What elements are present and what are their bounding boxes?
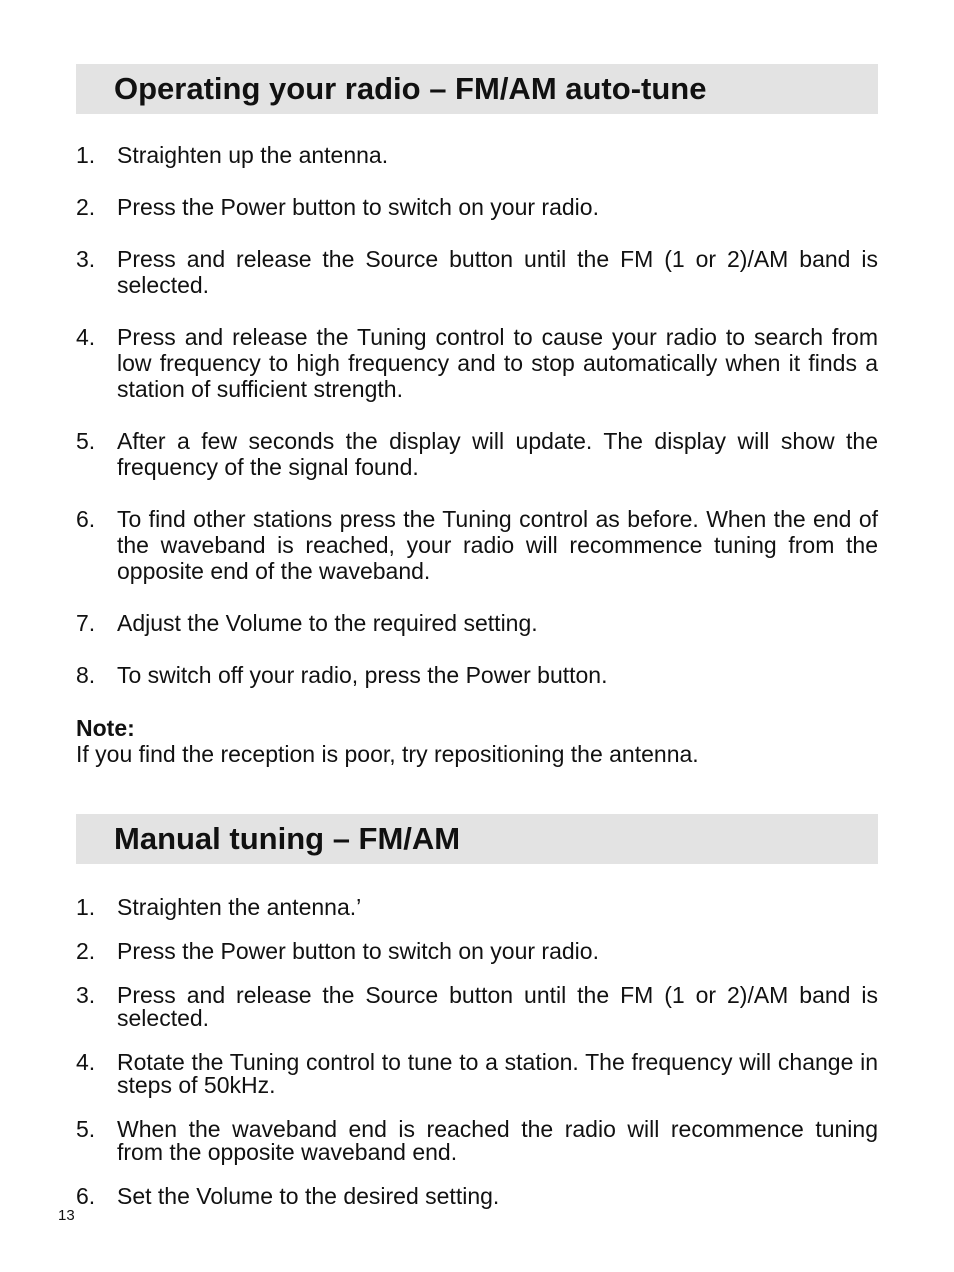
item-text: Rotate the Tuning control to tune to a station. The frequency will change in steps of 50kHz. (117, 1049, 878, 1098)
note-text: If you find the reception is poor, try repositioning the antenna. (76, 741, 699, 767)
note-title: Note: (76, 715, 135, 741)
section-heading-auto-tune (76, 64, 878, 114)
list-item (76, 246, 878, 298)
item-number: 8. (76, 662, 96, 688)
section-title: Manual tuning – FM/AM (114, 821, 461, 856)
list-item (76, 940, 878, 963)
item-number: 2. (76, 938, 96, 964)
item-text: Press the Power button to switch on your radio. (117, 938, 599, 964)
auto-tune-steps (76, 142, 878, 714)
list-item (76, 1185, 878, 1208)
item-number: 1. (76, 142, 96, 168)
item-number: 6. (76, 506, 96, 532)
list-item (76, 324, 878, 402)
item-number: 7. (76, 610, 96, 636)
item-text: Press and release the Source button until the FM (1 or 2)/AM band is selected. (117, 246, 878, 298)
section-heading-manual-tuning (76, 814, 878, 864)
item-text: After a few seconds the display will update. The display will show the frequency of the signal found. (117, 428, 878, 480)
item-text: To switch off your radio, press the Power button. (117, 662, 608, 688)
item-text: Press and release the Source button until the FM (1 or 2)/AM band is selected. (117, 982, 878, 1031)
item-number: 5. (76, 428, 96, 454)
item-text: Press the Power button to switch on your radio. (117, 194, 599, 220)
list-item (76, 662, 878, 688)
item-number: 2. (76, 194, 96, 220)
note-block (76, 715, 878, 767)
item-number: 4. (76, 1049, 96, 1075)
list-item (76, 1118, 878, 1164)
item-number: 4. (76, 324, 96, 350)
list-item (76, 984, 878, 1030)
item-text: When the waveband end is reached the radio will recommence tuning from the opposite waveband end. (117, 1116, 878, 1165)
page-number: 13 (58, 1207, 75, 1224)
item-text: Press and release the Tuning control to cause your radio to search from low frequency to high frequency and to stop automatically when it finds a station of sufficient strength. (117, 324, 878, 402)
item-number: 3. (76, 982, 96, 1008)
list-item (76, 1051, 878, 1097)
section-title: Operating your radio – FM/AM auto-tune (114, 71, 707, 106)
item-text: Straighten the antenna.’ (117, 894, 362, 920)
manual-tuning-steps (76, 896, 878, 1229)
item-text: To find other stations press the Tuning control as before. When the end of the waveband is reached, your radio will recommence tuning from the opposite end of the waveband. (117, 506, 878, 584)
item-text: Set the Volume to the desired setting. (117, 1183, 500, 1209)
list-item (76, 506, 878, 584)
list-item (76, 428, 878, 480)
list-item (76, 896, 878, 919)
item-number: 3. (76, 246, 96, 272)
item-text: Straighten up the antenna. (117, 142, 389, 168)
list-item (76, 610, 878, 636)
item-number: 6. (76, 1183, 96, 1209)
item-text: Adjust the Volume to the required setting. (117, 610, 538, 636)
list-item (76, 194, 878, 220)
list-item (76, 142, 878, 168)
item-number: 1. (76, 894, 96, 920)
item-number: 5. (76, 1116, 96, 1142)
